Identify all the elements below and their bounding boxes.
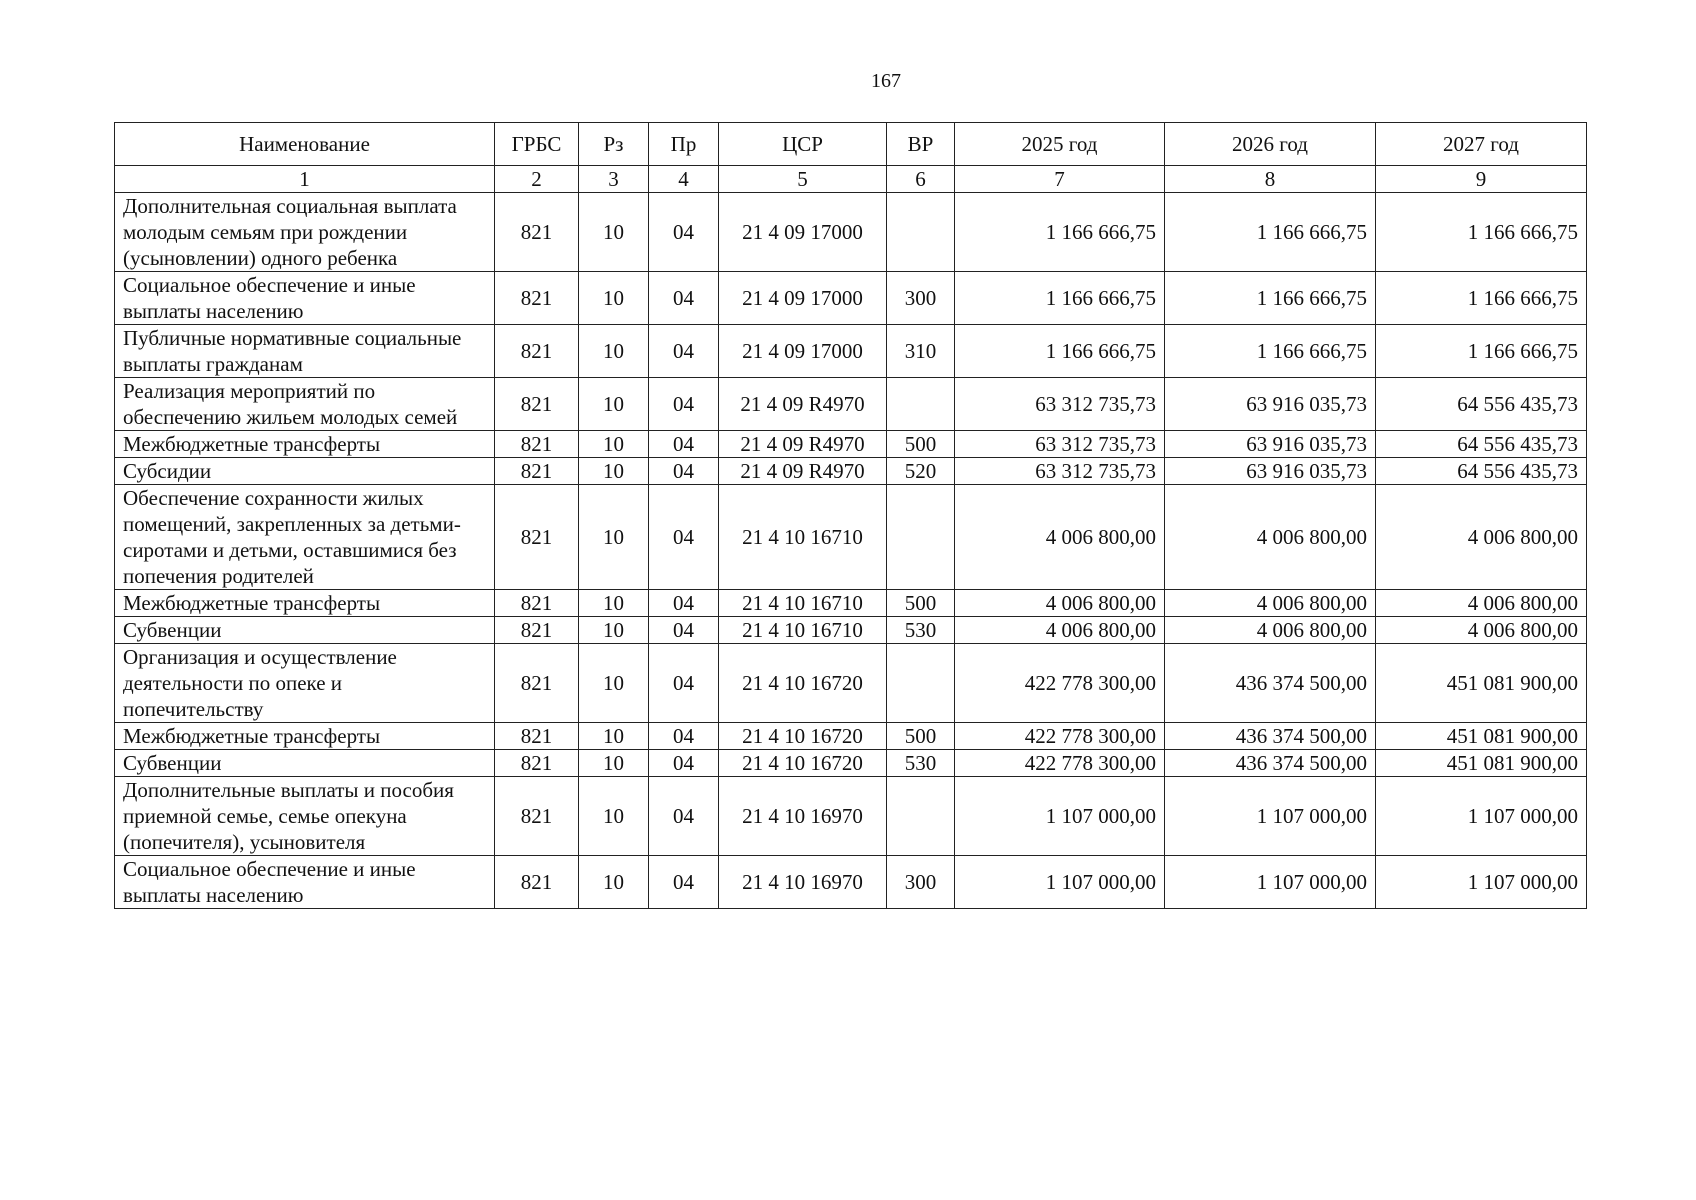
- cell-csr: 21 4 10 16710: [719, 485, 887, 590]
- cell-rz: 10: [579, 193, 649, 272]
- column-number: 6: [887, 166, 955, 193]
- column-number: 9: [1376, 166, 1587, 193]
- cell-pr: 04: [649, 723, 719, 750]
- cell-2027: 64 556 435,73: [1376, 431, 1587, 458]
- cell-vr: [887, 777, 955, 856]
- budget-table: [114, 122, 1587, 909]
- cell-2027: 1 166 666,75: [1376, 193, 1587, 272]
- cell-csr: 21 4 09 R4970: [719, 378, 887, 431]
- cell-csr: 21 4 10 16970: [719, 777, 887, 856]
- cell-vr: 530: [887, 617, 955, 644]
- cell-csr: 21 4 10 16720: [719, 644, 887, 723]
- column-header-rz: Рз: [579, 123, 649, 166]
- column-header-vr: ВР: [887, 123, 955, 166]
- cell-csr: 21 4 10 16720: [719, 750, 887, 777]
- cell-2027: 451 081 900,00: [1376, 750, 1587, 777]
- cell-vr: 500: [887, 723, 955, 750]
- cell-pr: 04: [649, 777, 719, 856]
- cell-rz: 10: [579, 378, 649, 431]
- cell-vr: 300: [887, 856, 955, 909]
- cell-name: Обеспечение сохранности жилых помещений, закрепленных за детьми-сиротами и детьми, оставшимися без попечения родителей: [115, 485, 495, 590]
- cell-rz: 10: [579, 431, 649, 458]
- column-header-grbs: ГРБС: [495, 123, 579, 166]
- cell-pr: 04: [649, 617, 719, 644]
- column-number: 8: [1165, 166, 1376, 193]
- cell-rz: 10: [579, 458, 649, 485]
- cell-pr: 04: [649, 458, 719, 485]
- cell-2025: 422 778 300,00: [955, 750, 1165, 777]
- cell-name: Социальное обеспечение и иные выплаты населению: [115, 272, 495, 325]
- cell-name: Субсидии: [115, 458, 495, 485]
- table-header-row: [115, 123, 1587, 166]
- cell-2027: 64 556 435,73: [1376, 378, 1587, 431]
- table-row: [115, 193, 1587, 272]
- cell-name: Субвенции: [115, 750, 495, 777]
- cell-grbs: 821: [495, 272, 579, 325]
- table-row: [115, 644, 1587, 723]
- cell-csr: 21 4 10 16720: [719, 723, 887, 750]
- cell-2025: 4 006 800,00: [955, 617, 1165, 644]
- cell-2025: 4 006 800,00: [955, 590, 1165, 617]
- column-number: 1: [115, 166, 495, 193]
- table-row: [115, 777, 1587, 856]
- cell-csr: 21 4 09 R4970: [719, 431, 887, 458]
- cell-csr: 21 4 10 16710: [719, 590, 887, 617]
- cell-name: Публичные нормативные социальные выплаты гражданам: [115, 325, 495, 378]
- cell-pr: 04: [649, 325, 719, 378]
- cell-2026: 63 916 035,73: [1165, 431, 1376, 458]
- cell-vr: 310: [887, 325, 955, 378]
- cell-rz: 10: [579, 750, 649, 777]
- cell-pr: 04: [649, 750, 719, 777]
- cell-vr: [887, 485, 955, 590]
- column-header-2025: 2025 год: [955, 123, 1165, 166]
- cell-2027: 4 006 800,00: [1376, 617, 1587, 644]
- cell-vr: 300: [887, 272, 955, 325]
- cell-pr: 04: [649, 856, 719, 909]
- cell-csr: 21 4 09 17000: [719, 193, 887, 272]
- cell-2027: 1 107 000,00: [1376, 856, 1587, 909]
- table-row: [115, 750, 1587, 777]
- column-number: 3: [579, 166, 649, 193]
- cell-2026: 1 166 666,75: [1165, 193, 1376, 272]
- cell-2025: 422 778 300,00: [955, 723, 1165, 750]
- cell-2026: 436 374 500,00: [1165, 750, 1376, 777]
- cell-2026: 436 374 500,00: [1165, 723, 1376, 750]
- cell-2025: 63 312 735,73: [955, 431, 1165, 458]
- cell-vr: 520: [887, 458, 955, 485]
- cell-name: Дополнительная социальная выплата молодым семьям при рождении (усыновлении) одного ребенка: [115, 193, 495, 272]
- page-number: 167: [871, 70, 901, 92]
- cell-rz: 10: [579, 644, 649, 723]
- cell-2025: 1 166 666,75: [955, 193, 1165, 272]
- cell-2025: 422 778 300,00: [955, 644, 1165, 723]
- cell-2026: 1 166 666,75: [1165, 325, 1376, 378]
- cell-csr: 21 4 09 17000: [719, 272, 887, 325]
- cell-2025: 1 166 666,75: [955, 272, 1165, 325]
- cell-2026: 4 006 800,00: [1165, 590, 1376, 617]
- cell-rz: 10: [579, 325, 649, 378]
- cell-name: Организация и осуществление деятельности по опеке и попечительству: [115, 644, 495, 723]
- cell-2025: 1 107 000,00: [955, 777, 1165, 856]
- cell-vr: 500: [887, 431, 955, 458]
- table-row: [115, 723, 1587, 750]
- column-number: 2: [495, 166, 579, 193]
- cell-grbs: 821: [495, 590, 579, 617]
- cell-name: Дополнительные выплаты и пособия приемной семье, семье опекуна (попечителя), усыновителя: [115, 777, 495, 856]
- cell-rz: 10: [579, 590, 649, 617]
- cell-pr: 04: [649, 272, 719, 325]
- cell-grbs: 821: [495, 378, 579, 431]
- cell-name: Социальное обеспечение и иные выплаты населению: [115, 856, 495, 909]
- cell-grbs: 821: [495, 458, 579, 485]
- cell-2025: 63 312 735,73: [955, 458, 1165, 485]
- table-row: [115, 485, 1587, 590]
- column-header-2027: 2027 год: [1376, 123, 1587, 166]
- column-number: 7: [955, 166, 1165, 193]
- table-row: [115, 617, 1587, 644]
- column-header-pr: Пр: [649, 123, 719, 166]
- cell-2026: 1 166 666,75: [1165, 272, 1376, 325]
- cell-vr: [887, 644, 955, 723]
- cell-grbs: 821: [495, 485, 579, 590]
- cell-2025: 63 312 735,73: [955, 378, 1165, 431]
- cell-2026: 4 006 800,00: [1165, 617, 1376, 644]
- cell-rz: 10: [579, 485, 649, 590]
- cell-2027: 4 006 800,00: [1376, 485, 1587, 590]
- column-header-2026: 2026 год: [1165, 123, 1376, 166]
- cell-grbs: 821: [495, 193, 579, 272]
- cell-grbs: 821: [495, 777, 579, 856]
- cell-2025: 1 166 666,75: [955, 325, 1165, 378]
- cell-2026: 63 916 035,73: [1165, 378, 1376, 431]
- column-number: 4: [649, 166, 719, 193]
- cell-2027: 451 081 900,00: [1376, 644, 1587, 723]
- table-row: [115, 431, 1587, 458]
- cell-pr: 04: [649, 485, 719, 590]
- cell-name: Межбюджетные трансферты: [115, 590, 495, 617]
- table-row: [115, 378, 1587, 431]
- cell-2027: 1 166 666,75: [1376, 272, 1587, 325]
- cell-2027: 4 006 800,00: [1376, 590, 1587, 617]
- cell-rz: 10: [579, 272, 649, 325]
- cell-pr: 04: [649, 378, 719, 431]
- table-row: [115, 856, 1587, 909]
- cell-2026: 436 374 500,00: [1165, 644, 1376, 723]
- cell-grbs: 821: [495, 617, 579, 644]
- cell-grbs: 821: [495, 856, 579, 909]
- cell-vr: [887, 378, 955, 431]
- cell-pr: 04: [649, 431, 719, 458]
- cell-2027: 64 556 435,73: [1376, 458, 1587, 485]
- cell-vr: [887, 193, 955, 272]
- cell-pr: 04: [649, 590, 719, 617]
- cell-name: Реализация мероприятий по обеспечению жильем молодых семей: [115, 378, 495, 431]
- cell-2025: 4 006 800,00: [955, 485, 1165, 590]
- cell-2026: 1 107 000,00: [1165, 856, 1376, 909]
- cell-csr: 21 4 09 R4970: [719, 458, 887, 485]
- table-row: [115, 458, 1587, 485]
- cell-2027: 1 166 666,75: [1376, 325, 1587, 378]
- cell-pr: 04: [649, 644, 719, 723]
- cell-grbs: 821: [495, 325, 579, 378]
- table-row: [115, 590, 1587, 617]
- cell-rz: 10: [579, 777, 649, 856]
- cell-2026: 1 107 000,00: [1165, 777, 1376, 856]
- table-row: [115, 272, 1587, 325]
- cell-csr: 21 4 10 16710: [719, 617, 887, 644]
- cell-grbs: 821: [495, 750, 579, 777]
- cell-2025: 1 107 000,00: [955, 856, 1165, 909]
- column-header-name: Наименование: [115, 123, 495, 166]
- cell-2026: 63 916 035,73: [1165, 458, 1376, 485]
- column-number: 5: [719, 166, 887, 193]
- cell-grbs: 821: [495, 431, 579, 458]
- cell-rz: 10: [579, 856, 649, 909]
- cell-vr: 500: [887, 590, 955, 617]
- table-row: [115, 325, 1587, 378]
- cell-name: Межбюджетные трансферты: [115, 431, 495, 458]
- column-header-csr: ЦСР: [719, 123, 887, 166]
- cell-csr: 21 4 10 16970: [719, 856, 887, 909]
- cell-grbs: 821: [495, 723, 579, 750]
- cell-rz: 10: [579, 723, 649, 750]
- cell-name: Межбюджетные трансферты: [115, 723, 495, 750]
- cell-vr: 530: [887, 750, 955, 777]
- cell-2027: 451 081 900,00: [1376, 723, 1587, 750]
- cell-2026: 4 006 800,00: [1165, 485, 1376, 590]
- column-number-row: [115, 166, 1587, 193]
- cell-rz: 10: [579, 617, 649, 644]
- cell-name: Субвенции: [115, 617, 495, 644]
- cell-csr: 21 4 09 17000: [719, 325, 887, 378]
- cell-2027: 1 107 000,00: [1376, 777, 1587, 856]
- cell-pr: 04: [649, 193, 719, 272]
- cell-grbs: 821: [495, 644, 579, 723]
